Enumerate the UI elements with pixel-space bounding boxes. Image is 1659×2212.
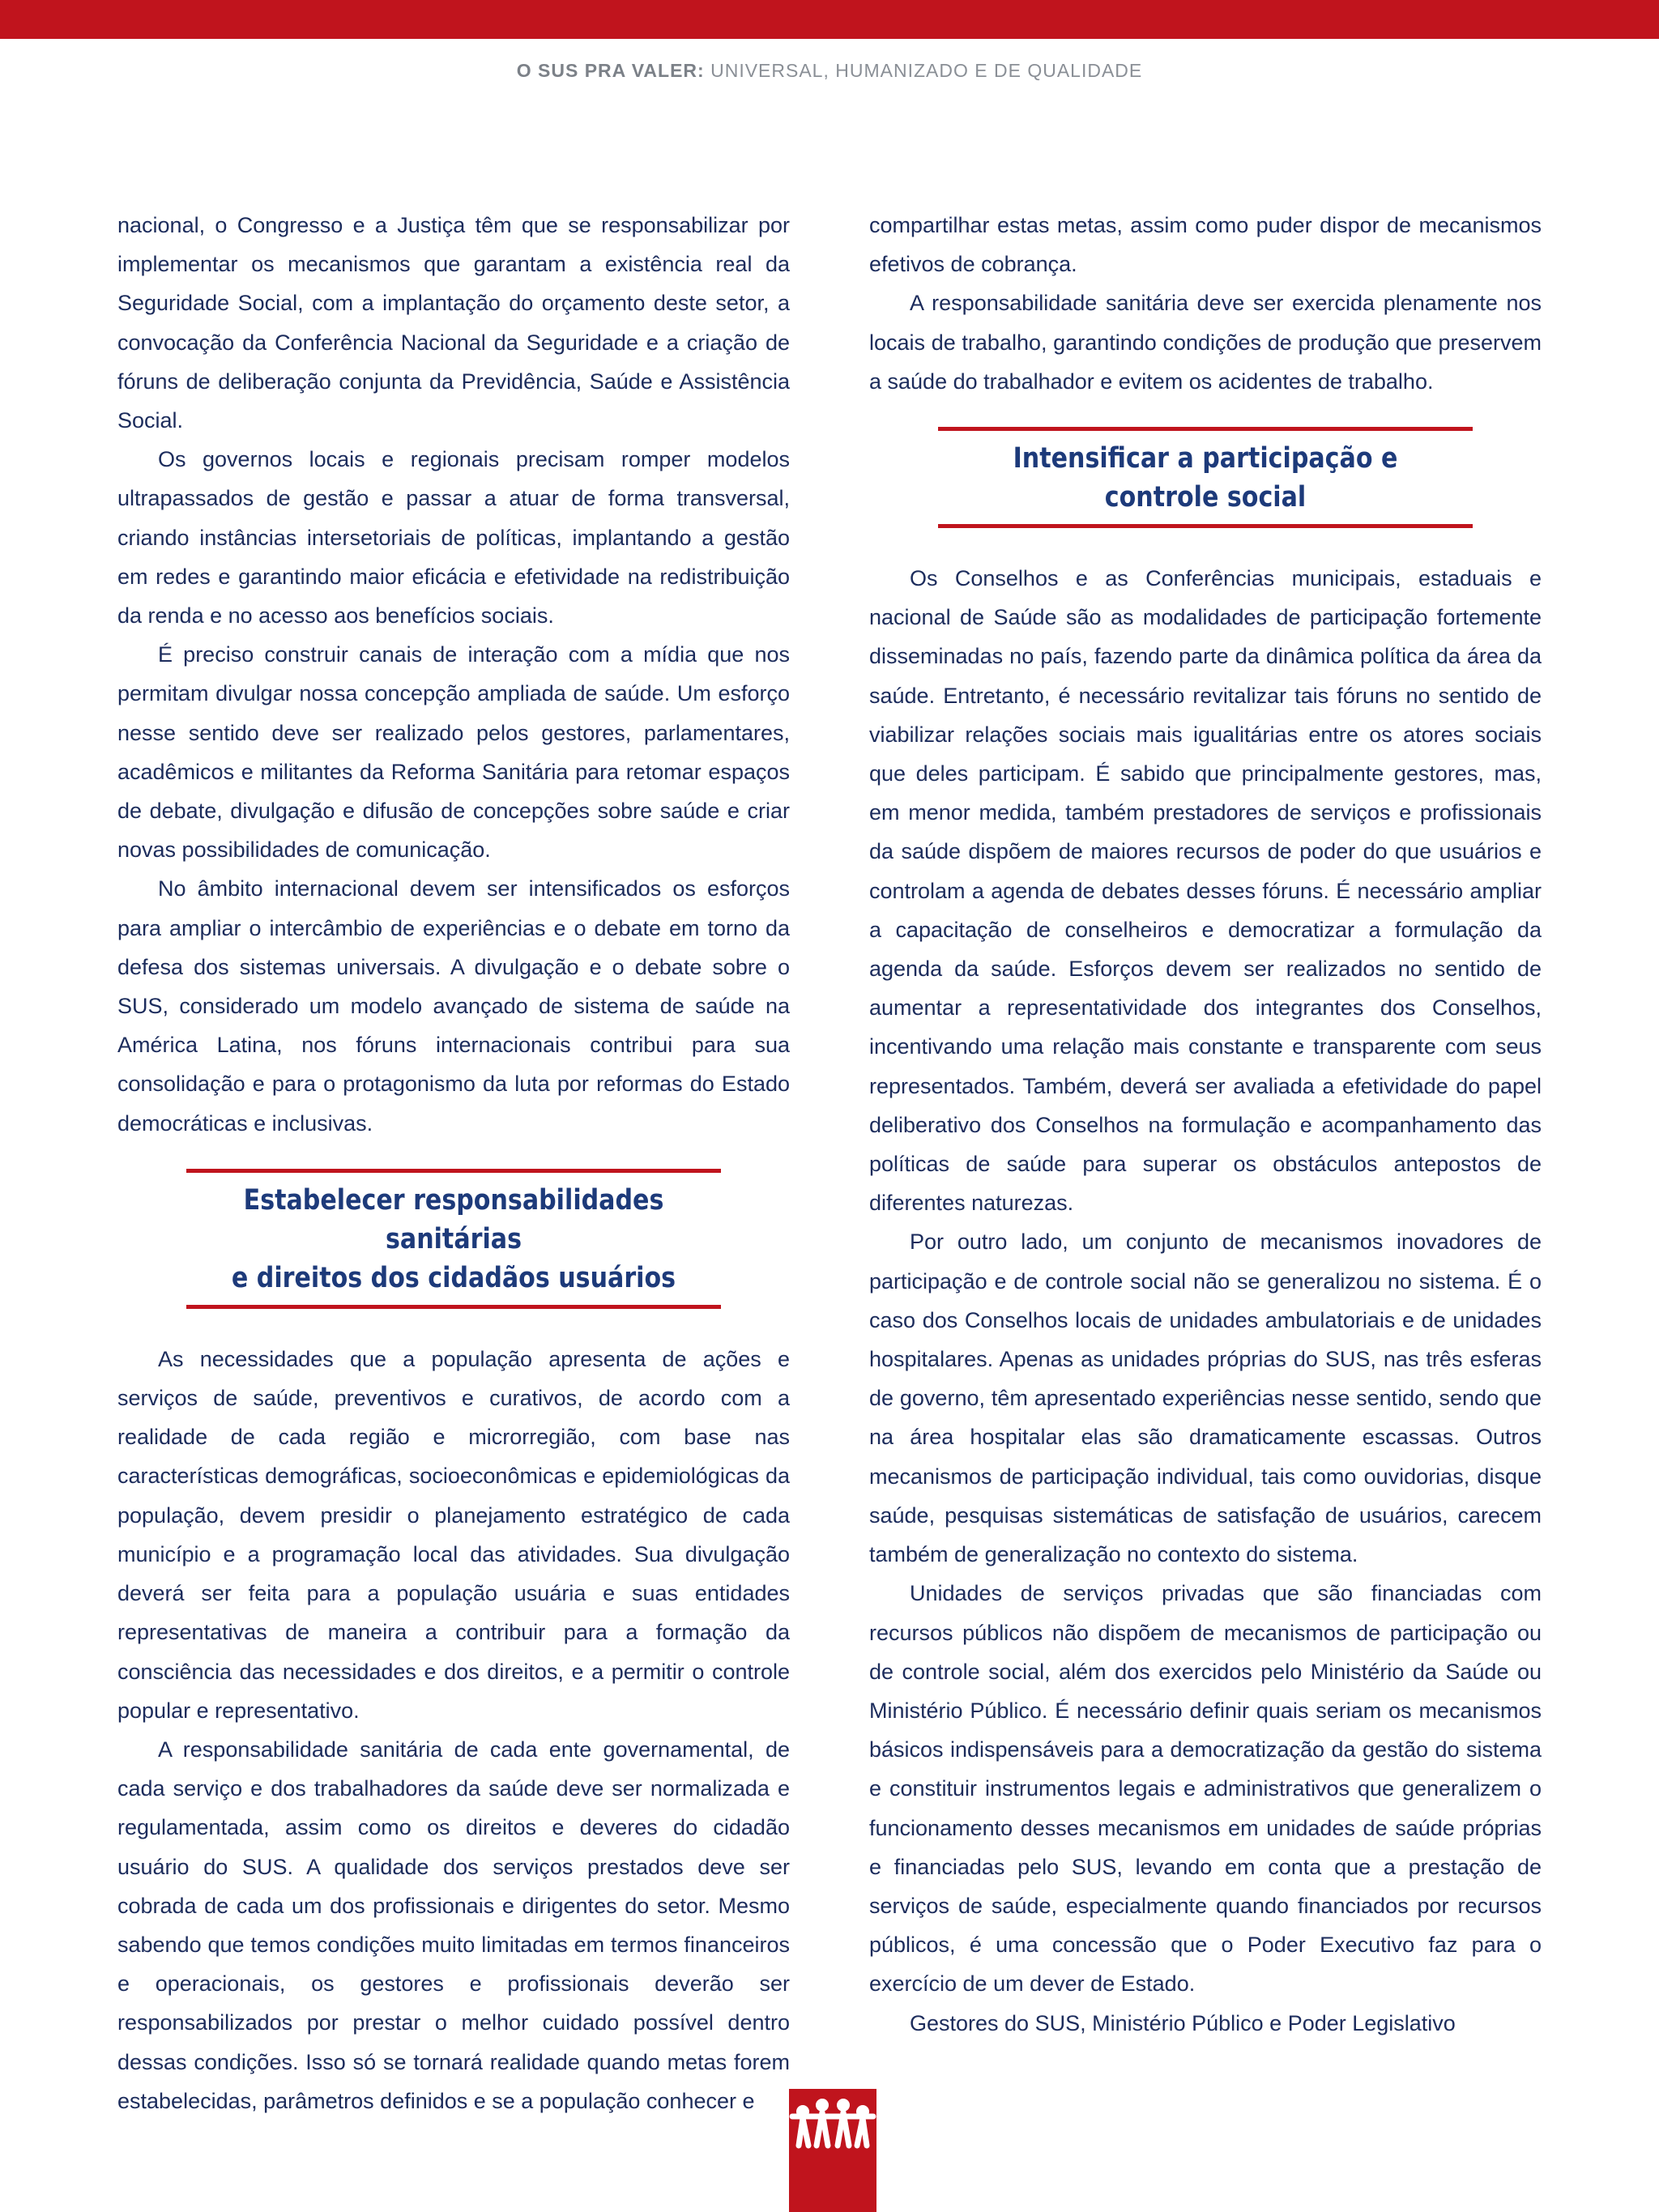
heading-line: Estabelecer responsabilidades sanitárias (243, 1183, 664, 1255)
section-heading-participacao (938, 427, 1473, 528)
paragraph: A responsabilidade sanitária deve ser exercida plenamente nos locais de trabalho, garantindo condições de produção que preservem a saúde do trabalhador e evitem os acidentes de trabalho. (869, 291, 1542, 394)
top-red-bar (0, 0, 1659, 39)
section-heading-text (224, 1173, 684, 1305)
heading-line: e direitos dos cidadãos usuários (231, 1261, 676, 1294)
running-header (0, 60, 1659, 82)
heading-rule-bottom (186, 1305, 721, 1309)
paragraph: As necessidades que a população apresenta de ações e serviços de saúde, preventivos e curativos, de acordo com a realidade de cada região e microrregião, com base nas características demográficas, socioeconômicas e epidemiológicas da população, devem presidir o planejamento estratégico de cada município e a programação local das atividades. Sua divulgação deverá ser feita para a população usuária e suas entidades representativas de maneira a contribuir para a formação da consciência das necessidades e dos direitos, e a permitir o controle popular e representativo. (117, 1346, 790, 1723)
paragraph: Os Conselhos e as Conferências municipais, estaduais e nacional de Saúde são as modalidades de participação fortemente disseminadas no país, fazendo parte da dinâmica política da área da saúde. Entretanto, é necessário revitalizar tais fóruns no sentido de viabilizar relações sociais mais igualitárias entre os atores sociais que deles participam. É sabido que principalmente gestores, mas, em menor medida, também prestadores de serviços e profissionais da saúde dispõem de maiores recursos de poder do que usuários e controlam a agenda de debates desses fóruns. É necessário ampliar a capacitação de conselheiros e democratizar a formulação da agenda da saúde. Esforços devem ser realizados no sentido de aumentar a representatividade dos integrantes dos Conselhos, incentivando uma relação mais constante e transparente com seus representados. Também, deverá ser avaliada a efetividade do papel deliberativo dos Conselhos na formulação e acompanhamento das políticas de saúde para superar os obstáculos antepostos de diferentes naturezas. (869, 566, 1542, 1216)
paragraph: Os governos locais e regionais precisam romper modelos ultrapassados de gestão e passar a atuar de forma transversal, criando instâncias intersetoriais de políticas, implantando a gestão em redes e garantindo maior eficácia e efetividade na redistribuição da renda e no acesso aos benefícios sociais. (117, 447, 790, 629)
section-heading-text (975, 431, 1435, 524)
paragraph: nacional, o Congresso e a Justiça têm que se responsabilizar por implementar os mecanismos que garantam a existência real da Seguridade Social, com a implantação do orçamento deste setor, a convocação da Conferência Nacional da Seguridade e a criação de fóruns de deliberação conjunta da Previdência, Saúde e Assistência Social. (117, 213, 790, 433)
left-column (117, 206, 790, 2120)
heading-line: controle social (1104, 481, 1307, 514)
paragraph: Unidades de serviços privadas que são financiadas com recursos públicos não dispõem de mecanismos de participação ou de controle social, além dos exercidos pelo Ministério da Saúde ou Ministério Público. É necessário definir quais seriam os mecanismos básicos indispensáveis para a democratização da gestão do sistema e constituir instrumentos legais e administrativos que generalizem o funcionamento desses mecanismos em unidades de saúde próprias e financiadas pelo SUS, levando em conta que a prestação de serviços de saúde, especialmente quando financiados por recursos públicos, é uma concessão que o Poder Executivo faz para o exercício de um dever de Estado. (869, 1581, 1542, 1997)
heading-rule-bottom (938, 524, 1473, 528)
paragraph: Por outro lado, um conjunto de mecanismos inovadores de participação e de controle social não se generalizou no sistema. É o caso dos Conselhos locais de unidades ambulatoriais e de unidades hospitalares. Apenas as unidades próprias do SUS, nas três esferas de governo, têm apresentado experiências nesse sentido, sendo que na área hospitalar elas são dramaticamente escassas. Outros mecanismos de participação individual, tais como ouvidorias, disque saúde, pesquisas sistemáticas de satisfação de usuários, carecem também de generalização no contexto do sistema. (869, 1230, 1542, 1567)
people-holding-hands-logo-icon (789, 2089, 876, 2212)
running-header-bold: O SUS PRA VALER: (516, 60, 705, 81)
running-header-subtitle: UNIVERSAL, HUMANIZADO E DE QUALIDADE (704, 60, 1143, 81)
right-column (869, 206, 1542, 2043)
paragraph: Gestores do SUS, Ministério Público e Poder Legislativo (910, 2010, 1456, 2035)
paragraph: A responsabilidade sanitária de cada ente governamental, de cada serviço e dos trabalhadores da saúde deve ser normalizada e regulamentada, assim como os direitos e deveres do cidadão usuário do SUS. A qualidade dos serviços prestados deve ser cobrada de cada um dos profissionais e dirigentes do setor. Mesmo sabendo que temos condições muito limitadas em termos financeiros e operacionais, os gestores e profissionais deverão ser responsabilizados por prestar o melhor cuidado possível dentro dessas condições. Isso só se tornará realidade quando metas forem estabelecidas, parâmetros definidos e se a população conhecer e (117, 1737, 790, 2113)
heading-line: Intensificar a participação e (1013, 442, 1398, 475)
paragraph: compartilhar estas metas, assim como puder dispor de mecanismos efetivos de cobrança. (869, 213, 1542, 277)
paragraph: No âmbito internacional devem ser intensificados os esforços para ampliar o intercâmbio de experiências e o debate em torno da defesa dos sistemas universais. A divulgação e o debate sobre o SUS, considerado um modelo avançado de sistema de saúde na América Latina, nos fóruns internacionais contribui para sua consolidação e para o protagonismo da luta por reformas do Estado democráticas e inclusivas. (117, 876, 790, 1136)
paragraph: É preciso construir canais de interação com a mídia que nos permitam divulgar nossa concepção ampliada de saúde. Um esforço nesse sentido deve ser realizado pelos gestores, parlamentares, acadêmicos e militantes da Reforma Sanitária para retomar espaços de debate, divulgação e difusão de concepções sobre saúde e criar novas possibilidades de comunicação. (117, 642, 790, 863)
section-heading-responsabilidades (186, 1169, 721, 1309)
